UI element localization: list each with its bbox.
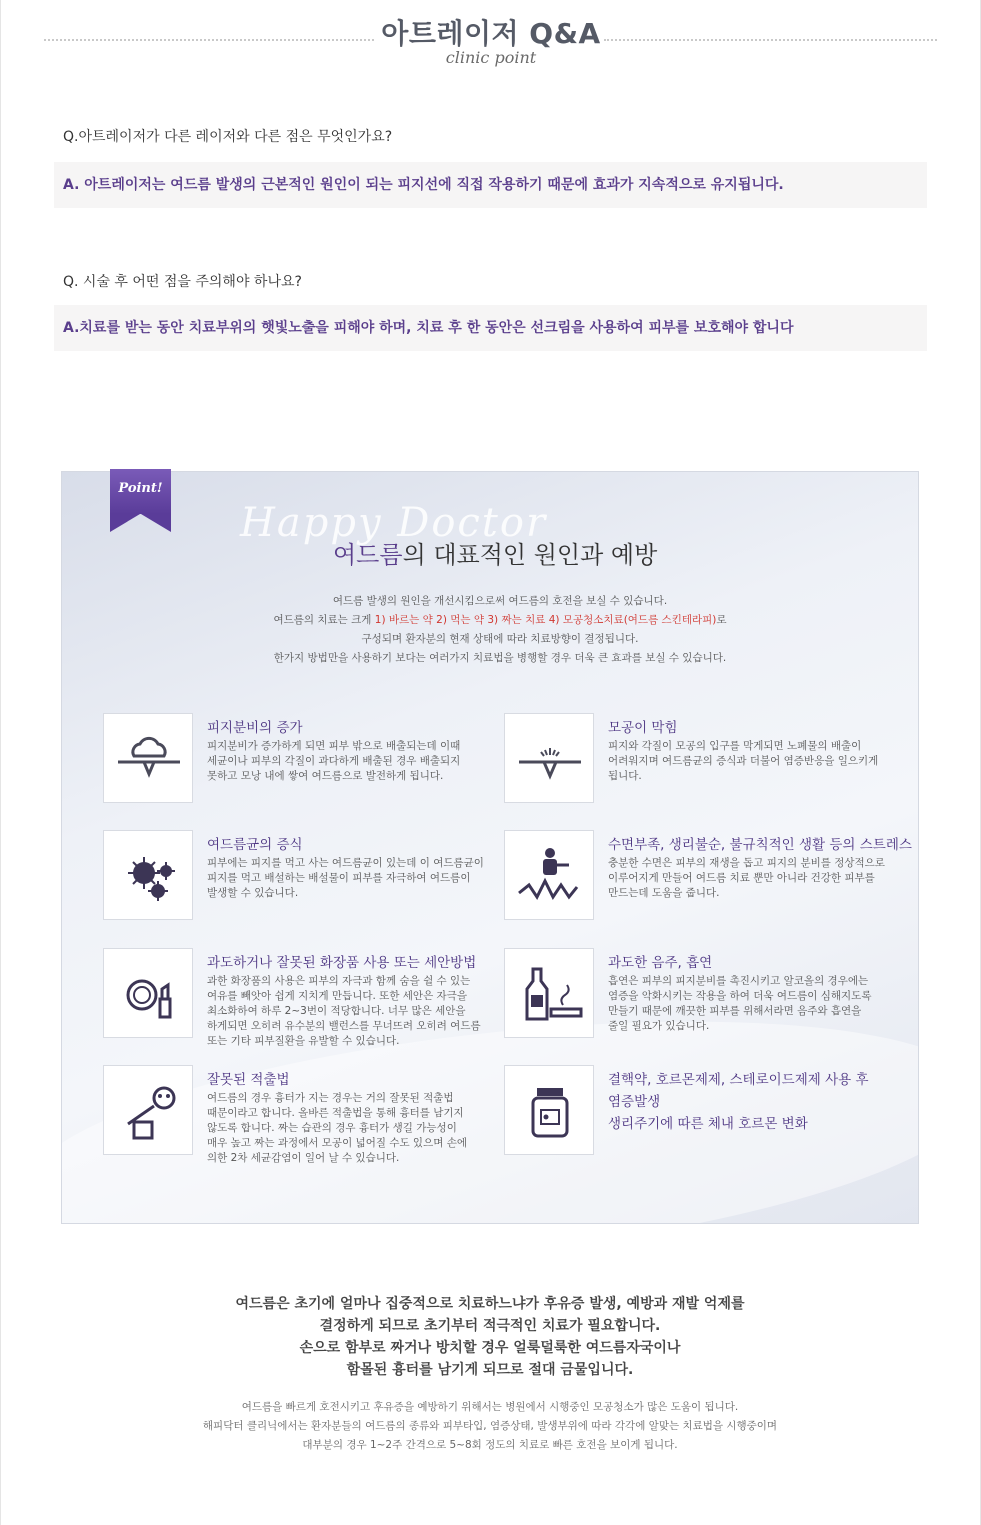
point-desc-2a: 여드름의 치료는 크게 <box>273 614 375 626</box>
cause-title: 수면부족, 생리불순, 불규칙적인 생활 등의 스트레스 <box>608 837 912 853</box>
question-1: Q.아트레이저가 다른 레이저와 다른 점은 무엇인가요? <box>63 129 393 145</box>
pore-block-icon <box>504 713 594 803</box>
bottom-sub-line-3: 대부분의 경우 1~2주 간격으로 5~8회 정도의 치료로 빠른 호전을 보이게 됩니다. <box>302 1439 678 1451</box>
cause-text: 피부에는 피지를 먹고 사는 여드름균이 있는데 이 여드름균이 피지를 먹고 배설하는 배설물이 피부를 자극하여 여드름이 발생할 수 있습니다. <box>207 857 484 899</box>
cause-title: 피지분비의 증가 <box>207 720 303 736</box>
cause-title-line-2: 염증발생 <box>608 1094 661 1110</box>
cause-title: 모공이 막힘 <box>608 720 678 736</box>
section-header <box>0 0 981 80</box>
point-desc-2-highlight: 1) 바르는 약 2) 먹는 약 3) 짜는 치료 4) 모공청소치료(여드름 스킨테라피) <box>374 614 717 626</box>
bottom-main-line-3: 손으로 함부로 짜거나 방치할 경우 얼룩덜룩한 여드름자국이나 <box>299 1340 681 1356</box>
answer-1: A. 아트레이저는 여드름 발생의 근본적인 원인이 되는 피지선에 직접 작용하기 때문에 효과가 지속적으로 유지됩니다. <box>54 162 927 208</box>
cause-title: 결핵약, 호르몬제제, 스테로이드제제 사용 후 <box>608 1072 869 1088</box>
watermark-script: Happy Doctor <box>240 500 548 546</box>
bacteria-icon <box>103 830 193 920</box>
dotted-divider-left <box>44 39 374 41</box>
page-title: 아트레이저 Q&A <box>381 17 601 50</box>
alcohol-smoking-icon <box>504 948 594 1038</box>
answer-2: A.치료를 받는 동안 치료부위의 햇빛노출을 피해야 하며, 치료 후 한 동안은 선크림을 사용하여 피부를 보호해야 합니다 <box>54 305 927 351</box>
dotted-divider-right <box>604 39 937 41</box>
cause-title: 과도하거나 잘못된 화장품 사용 또는 세안방법 <box>207 955 477 971</box>
cosmetics-icon <box>103 948 193 1038</box>
bottom-sub-line-2: 해피닥터 클리닉에서는 환자분들의 여드름의 종류와 피부타입, 염증상태, 발생부위에 따라 각각에 알맞는 치료법을 시행중이며 <box>202 1420 778 1432</box>
point-desc-1: 여드름 발생의 원인을 개선시킴으로써 여드름의 호전을 보실 수 있습니다. <box>332 595 668 607</box>
bottom-main-line-2: 결정하게 되므로 초기부터 적극적인 치료가 필요합니다. <box>319 1318 661 1334</box>
bottom-sub-line-1: 여드름을 빠르게 호전시키고 후유증을 예방하기 위해서는 병원에서 시행중인 모공청소가 많은 도움이 됩니다. <box>241 1401 739 1413</box>
point-desc-2 <box>200 612 800 627</box>
cause-title: 잘못된 적출법 <box>207 1072 290 1088</box>
cause-text: 피지분비가 증가하게 되면 피부 밖으로 배출되는데 이때 세균이나 피부의 각질이 과다하게 배출된 경우 배출되지 못하고 모낭 내에 쌓여 여드름으로 발전하게 됩니다. <box>207 740 461 782</box>
cause-text: 충분한 수면은 피부의 재생을 돕고 피지의 분비를 정상적으로 이루어지게 만들어 여드름 치료 뿐만 아니라 건강한 피부를 만드는데 도움을 줍니다. <box>608 857 885 899</box>
cause-text: 흡연은 피부의 피지분비를 촉진시키고 알코올의 경우에는 염증을 악화시키는 작용을 하여 더욱 여드름이 심해지도록 만들기 때문에 깨끗한 피부를 위해서라면 음주와 흡연을 줄일 필요가 있습니다. <box>608 975 872 1032</box>
point-badge-label: Point! <box>118 481 163 496</box>
point-desc-2c: 로 <box>716 614 727 626</box>
point-badge <box>110 469 171 532</box>
cloud-skin-icon <box>103 713 193 803</box>
page-subtitle: clinic point <box>445 48 537 67</box>
stress-person-icon <box>504 830 594 920</box>
point-desc-4: 한가지 방법만을 사용하기 보다는 여러가지 치료법을 병행할 경우 더욱 큰 효과를 보실 수 있습니다. <box>273 652 727 664</box>
bottom-main-line-4: 함몰된 흉터를 남기게 되므로 절대 금물입니다. <box>346 1362 634 1378</box>
cause-text: 피지와 각질이 모공의 입구를 막게되면 노폐물의 배출이 어려워지며 여드름균의 증식과 더불어 염증반응을 일으키게 됩니다. <box>608 740 879 782</box>
point-title-highlight: 여드름 <box>333 541 403 569</box>
cause-text: 과한 화장품의 사용은 피부의 자극과 함께 숨을 쉴 수 있는 여유를 빼앗아 쉽게 지치게 만듭니다. 또한 세안은 자극을 최소화하여 하루 2~3번이 적당합니다. 너무 많은 세안을 하게되면 오히려 유수분의 밸런스를 무너뜨려 오히려 여드름 또는 기타 피부질환을 유발할 수 있습니다. <box>207 975 481 1047</box>
cause-title: 여드름균의 증식 <box>207 837 303 853</box>
cause-text: 여드름의 경우 흉터가 지는 경우는 거의 잘못된 적출법 때문이라고 합니다. 올바른 적출법을 통해 흉터를 남기지 않도록 합니다. 짜는 습관의 경우 흉터가 생길 가능성이 매우 높고 짜는 과정에서 모공이 넓어질 수도 있으며 손에 의한 2차 세균감염이 일어 날 수 있습니다. <box>207 1092 467 1164</box>
point-title-rest: 의 대표적인 원인과 예방 <box>402 541 658 569</box>
question-2: Q. 시술 후 어떤 점을 주의해야 하나요? <box>63 274 302 290</box>
bottom-main-line-1: 여드름은 초기에 얼마나 집중적으로 치료하느냐가 후유증 발생, 예방과 재발 억제를 <box>235 1296 745 1312</box>
medicine-jar-icon <box>504 1065 594 1155</box>
point-title <box>333 535 657 570</box>
cause-title-line-3: 생리주기에 따른 체내 호르몬 변화 <box>608 1116 808 1132</box>
point-desc-3: 구성되며 환자분의 현재 상태에 따라 치료방향이 결정됩니다. <box>361 633 639 645</box>
extraction-icon <box>103 1065 193 1155</box>
cause-title: 과도한 음주, 흡연 <box>608 955 713 971</box>
